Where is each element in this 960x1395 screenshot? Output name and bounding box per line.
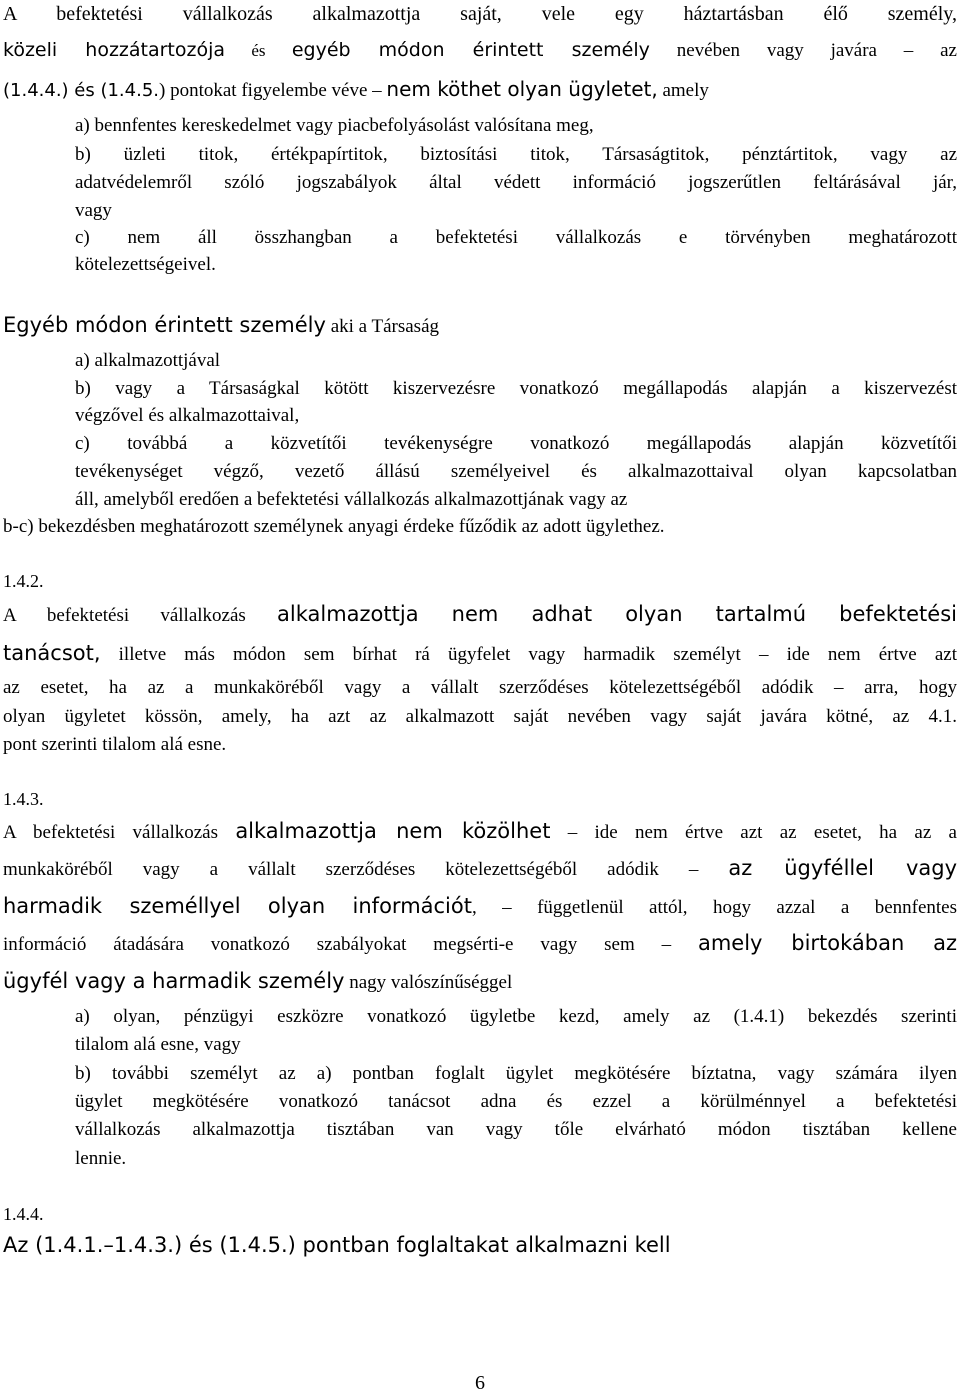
- list-item-b-line2: [75, 173, 957, 192]
- definition-item-c-line1: [75, 434, 957, 453]
- text-run: – ide nem értve azt az esetet, ha az a: [550, 822, 957, 843]
- s144-line1: Az (1.4.1.–1.4.3.) és (1.4.5.) pontban foglaltakat alkalmazni kell: [3, 1233, 671, 1257]
- list-item-a: a) bennfentes kereskedelmet vagy piacbefolyásolást valósítana meg,: [75, 115, 594, 136]
- text-run: (1.4.4.) és (1.4.5.: [3, 80, 160, 101]
- definition-heading: [3, 315, 439, 336]
- text-run: illetve más módon sem bírhat rá ügyfelet vagy harmadik személyt – ide nem értve azt: [100, 644, 957, 665]
- text-run: ügyfél vagy a harmadik személy: [3, 969, 345, 993]
- text-run: az ügyféllel vagy: [728, 856, 957, 880]
- definition-item-b-line2: végzővel és alkalmazottaival,: [75, 405, 300, 426]
- text-run: , – függetlenül attól, hogy azzal a bennfentes: [471, 897, 957, 918]
- s142-line1: [3, 604, 957, 625]
- text-run: aki a Társaság: [325, 316, 440, 337]
- list-item-b-line1: [75, 145, 957, 164]
- s143-item-b-line4: lennie.: [75, 1148, 127, 1169]
- s143-item-a-line1: [75, 1007, 957, 1026]
- text-run: vállalkozás alkalmazottja tisztában van vagy tőle elvárható módon tisztában kellene: [75, 1119, 957, 1140]
- s142-line5: pont szerinti tilalom alá esne.: [3, 734, 227, 755]
- text-run: b) üzleti titok, értékpapírtitok, biztosítási titok, Társaságtitok, pénztártitok, vagy az: [75, 144, 957, 165]
- para1-line3: [3, 79, 709, 100]
- s143-line5: [3, 971, 512, 992]
- definition-item-c-line2: [75, 462, 957, 481]
- s143-line4: [3, 933, 957, 954]
- s143-item-b-line2: [75, 1092, 957, 1111]
- text-run: c) továbbá a közvetítői tevékenységre vonatkozó megállapodás alapján közvetítői: [75, 433, 957, 454]
- s143-item-b-line3: [75, 1120, 957, 1139]
- text-run: az esetet, ha az a munkaköréből vagy a vállalt szerződéses kötelezettségéből adódik – arra, hogy: [3, 677, 957, 698]
- text-run: egyéb módon érintett személy: [291, 39, 650, 61]
- text-run: alkalmazottja nem adhat olyan tartalmú befektetési: [277, 602, 957, 626]
- text-run: ügylet megkötésére vonatkozó tanácsot adna és ezzel a körülménnyel a befektetési: [75, 1091, 957, 1112]
- text-run: a) olyan, pénzügyi eszközre vonatkozó ügyletbe kezd, amely az (1.4.1) bekezdés szerinti: [75, 1006, 957, 1027]
- definition-item-a: a) alkalmazottjával: [75, 350, 221, 371]
- text-run: A befektetési vállalkozás: [3, 605, 277, 626]
- text-run: tanácsot,: [3, 641, 101, 665]
- s142-line2: [3, 643, 957, 664]
- list-item-b-line3: vagy: [75, 200, 112, 221]
- text-run: információ átadására vonatkozó szabályokat megsérti-e vagy sem –: [3, 934, 698, 955]
- text-run: amely birtokában az: [697, 931, 957, 955]
- text-run: ) pontokat figyelembe véve –: [159, 80, 387, 101]
- text-run: adatvédelemről szóló jogszabályok által védett információ jogszerűtlen feltárásával jár,: [75, 172, 957, 193]
- definition-item-c-line4: b-c) bekezdésben meghatározott személynek anyagi érdeke fűződik az adott ügylethez.: [3, 516, 665, 537]
- text-run: nevében vagy javára – az: [649, 40, 957, 61]
- text-run: amely: [657, 80, 709, 101]
- s143-item-a-line2: tilalom alá esne, vagy: [75, 1034, 241, 1055]
- page-number: 6: [475, 1372, 485, 1394]
- list-item-c-line2: kötelezettségeivel.: [75, 254, 216, 275]
- para1-line1: [3, 4, 957, 24]
- text-run: Egyéb módon érintett személy: [3, 313, 326, 337]
- text-run: tevékenységet végző, vezető állású személyeivel és alkalmazottaival olyan kapcsolatban: [75, 461, 957, 482]
- text-run: és: [225, 41, 292, 60]
- text-run: munkaköréből vagy a vállalt szerződéses kötelezettségéből adódik –: [3, 859, 729, 880]
- text-run: nagy valószínűséggel: [344, 972, 513, 993]
- definition-item-b-line1: [75, 379, 957, 398]
- s142-line4: [3, 707, 957, 726]
- s143-line1: [3, 821, 957, 842]
- text-run: b) további személyt az a) pontban foglalt ügylet megkötésére bíztatna, vagy számára ilyen: [75, 1063, 957, 1084]
- text-run: nem köthet olyan ügyletet,: [386, 77, 658, 101]
- section-number-142: 1.4.2.: [3, 571, 44, 591]
- document-page: [3, 0, 957, 1394]
- s143-item-b-line1: [75, 1064, 957, 1083]
- text-run: A befektetési vállalkozás alkalmazottja saját, vele egy háztartásban élő személy,: [3, 3, 957, 25]
- list-item-c-line1: [75, 228, 957, 247]
- para1-line2: [3, 41, 957, 60]
- section-number-143: 1.4.3.: [3, 789, 44, 809]
- text-run: A befektetési vállalkozás: [3, 822, 236, 843]
- text-run: c) nem áll összhangban a befektetési vállalkozás e törvényben meghatározott: [75, 227, 957, 248]
- definition-item-c-line3: áll, amelyből eredően a befektetési vállalkozás alkalmazottjának vagy az: [75, 489, 628, 510]
- s143-line3: [3, 896, 957, 917]
- text-run: harmadik személlyel olyan információt: [3, 894, 472, 918]
- text-run: olyan ügyletet kössön, amely, ha azt az alkalmazott saját nevében vagy saját javára kötné, az 4.1.: [3, 706, 957, 727]
- s142-line3: [3, 678, 957, 697]
- text-run: alkalmazottja nem közölhet: [235, 819, 551, 843]
- text-run: közeli hozzátartozója: [3, 39, 226, 61]
- section-number-144: 1.4.4.: [3, 1204, 44, 1224]
- text-run: b) vagy a Társaságkal kötött kiszervezésre vonatkozó megállapodás alapján a kiszervezést: [75, 378, 957, 399]
- s143-line2: [3, 858, 957, 879]
